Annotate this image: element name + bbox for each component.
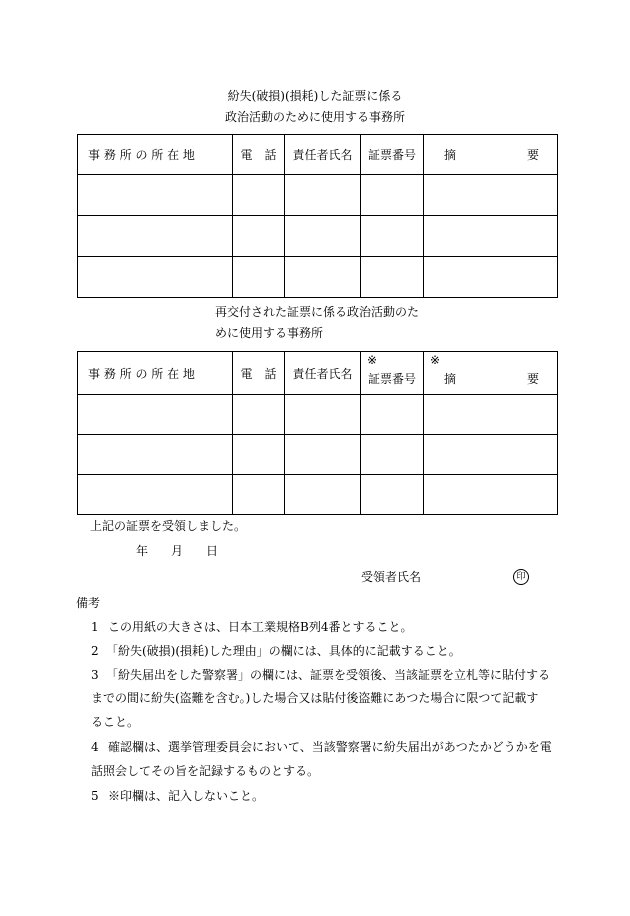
- cell-phone[interactable]: [233, 435, 285, 475]
- cell-address[interactable]: [78, 395, 233, 435]
- note-item-4-line-2: 話照会してその旨を記録するものとする。: [91, 764, 320, 778]
- cell-cert-number[interactable]: [361, 395, 424, 435]
- cell-person[interactable]: [285, 395, 361, 435]
- notes-heading: 備考: [76, 596, 101, 610]
- header-address: 事 務 所 の 所 在 地: [78, 352, 233, 395]
- lost-certificate-table: [77, 134, 558, 298]
- table-row: [78, 435, 558, 475]
- header-remarks: 摘 要: [424, 135, 558, 175]
- cell-cert-number[interactable]: [361, 216, 424, 257]
- cell-person[interactable]: [285, 435, 361, 475]
- seal-mark: 印: [513, 569, 529, 585]
- note-item-5: ※印欄は、記入しないこと。: [108, 789, 265, 803]
- receiver-name-label: 受領者氏名: [361, 570, 422, 584]
- title-line-2: 政治活動のために使用する事務所: [224, 110, 405, 124]
- table-header-row: [78, 352, 558, 395]
- cell-person[interactable]: [285, 175, 361, 216]
- cell-phone[interactable]: [233, 175, 285, 216]
- cell-remarks[interactable]: [424, 257, 558, 298]
- header-cert-label: 証票番号: [367, 371, 416, 386]
- note-item-4-line-1: 確認欄は、選挙管理委員会において、当該警察署に紛失届出があつたかどうかを電: [108, 740, 552, 754]
- cell-phone[interactable]: [233, 257, 285, 298]
- note-number: 2: [91, 644, 99, 658]
- cell-remarks[interactable]: [424, 435, 558, 475]
- cell-remarks[interactable]: [424, 475, 558, 515]
- header-phone: 電 話: [233, 135, 285, 175]
- header-phone: 電 話: [233, 352, 285, 395]
- note-item-1: この用紙の大きさは、日本工業規格B列4番とすること。: [108, 620, 413, 634]
- header-remarks: ※ 摘 要: [424, 352, 558, 395]
- asterisk-mark: ※: [430, 353, 441, 367]
- cell-cert-number[interactable]: [361, 257, 424, 298]
- cell-remarks[interactable]: [424, 175, 558, 216]
- cell-address[interactable]: [78, 257, 233, 298]
- note-item-3-line-2: までの間に紛失(盗難を含む。)した場合又は貼付後盗難にあつた場合に限つて記載す: [91, 691, 539, 705]
- note-number: 4: [91, 740, 99, 754]
- table-row: [78, 175, 558, 216]
- note-item-2: 「紛失(破損)(損耗)した理由」の欄には、具体的に記載すること。: [106, 644, 461, 658]
- title-line-1: 紛失(破損)(損耗)した証票に係る: [227, 89, 403, 103]
- receipt-statement: 上記の証票を受領しました。: [90, 519, 247, 533]
- cell-person[interactable]: [285, 216, 361, 257]
- cell-address[interactable]: [78, 175, 233, 216]
- cell-phone[interactable]: [233, 395, 285, 435]
- table-header-row: [78, 135, 558, 175]
- date-month: 月: [171, 544, 184, 558]
- cell-address[interactable]: [78, 216, 233, 257]
- asterisk-mark: ※: [367, 353, 378, 367]
- date-day: 日: [206, 544, 219, 558]
- cell-cert-number[interactable]: [361, 435, 424, 475]
- cell-phone[interactable]: [233, 216, 285, 257]
- table-row: [78, 395, 558, 435]
- header-person: 責任者氏名: [285, 352, 361, 395]
- note-number: 1: [91, 620, 99, 634]
- note-item-3-line-3: ること。: [91, 715, 140, 729]
- cell-phone[interactable]: [233, 475, 285, 515]
- note-item-3-line-1: 「紛失届出をした警察署」の欄には、証票を受領後、当該証票を立札等に貼付する: [106, 668, 551, 682]
- note-number: 3: [91, 668, 99, 682]
- cell-remarks[interactable]: [424, 216, 558, 257]
- reissued-certificate-table: [77, 351, 558, 515]
- header-cert-number: [361, 352, 424, 395]
- cell-remarks[interactable]: [424, 395, 558, 435]
- subtitle-line-2: めに使用する事務所: [215, 326, 324, 340]
- cell-address[interactable]: [78, 475, 233, 515]
- cell-person[interactable]: [285, 257, 361, 298]
- cell-person[interactable]: [285, 475, 361, 515]
- table-row: [78, 475, 558, 515]
- cell-address[interactable]: [78, 435, 233, 475]
- cell-cert-number[interactable]: [361, 175, 424, 216]
- table-row: [78, 216, 558, 257]
- header-address: 事 務 所 の 所 在 地: [78, 135, 233, 175]
- date-year: 年: [136, 544, 149, 558]
- header-cert-number: 証票番号: [361, 135, 424, 175]
- table-row: [78, 257, 558, 298]
- cell-cert-number[interactable]: [361, 475, 424, 515]
- header-person: 責任者氏名: [285, 135, 361, 175]
- note-number: 5: [91, 789, 99, 803]
- subtitle-line-1: 再交付された証票に係る政治活動のた: [215, 305, 420, 319]
